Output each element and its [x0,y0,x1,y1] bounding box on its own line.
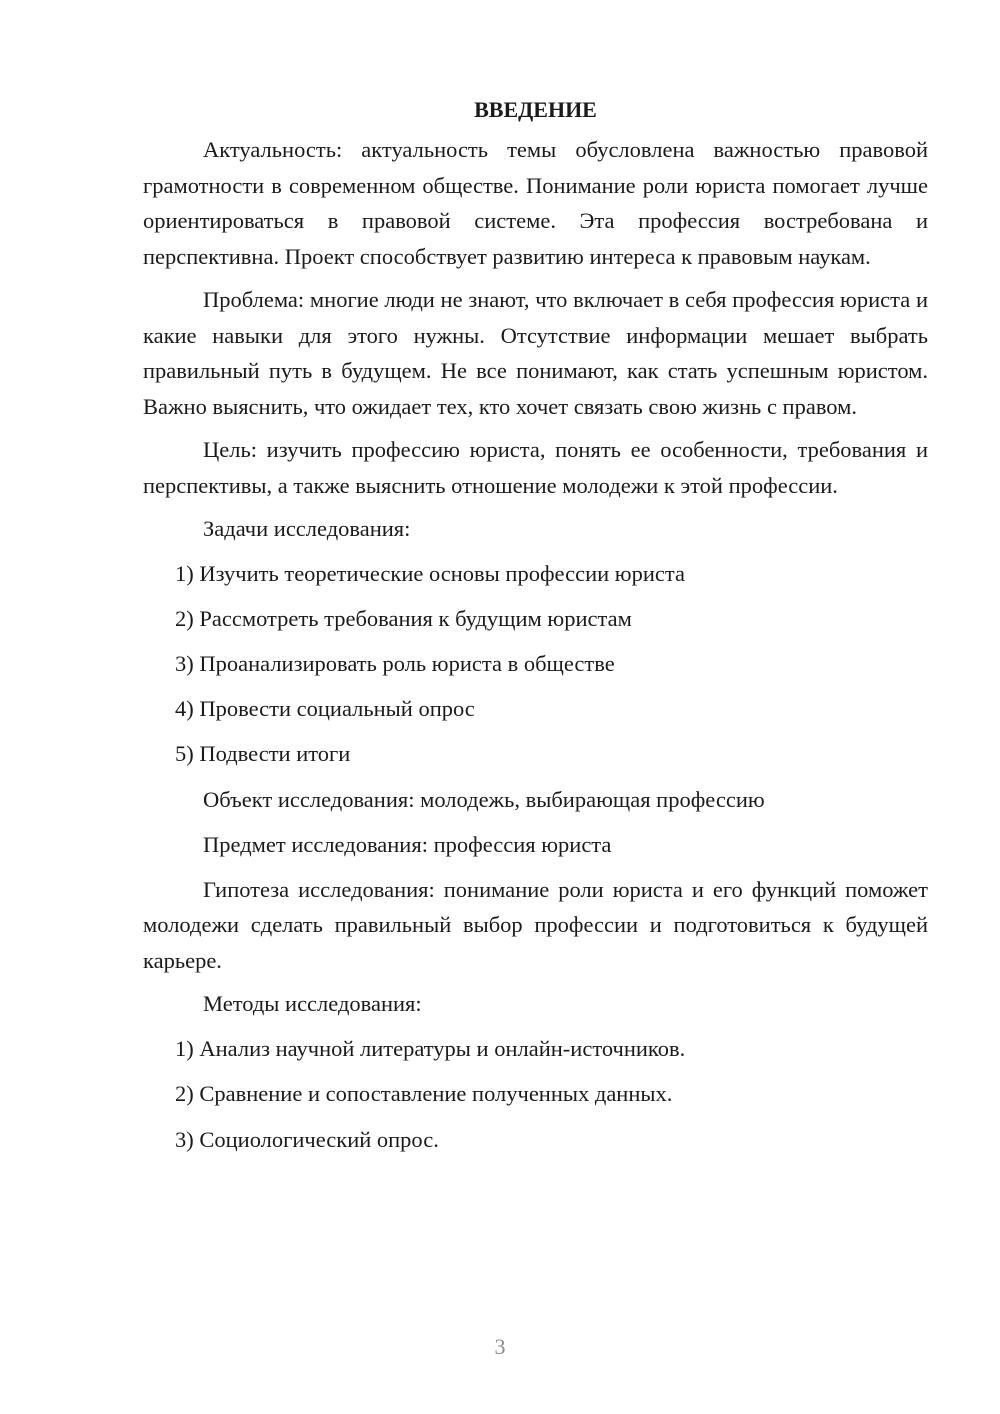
problem-paragraph: Проблема: многие люди не знают, что включает в себя профессия юриста и какие навыки для этого нужны. Отсутствие информации мешает выбрать правильный путь в будущем. Не все понимают, как стать успешным юристом. Важно выяснить, что ожидает тех, кто хочет связать свою жизнь с правом. [143,287,928,419]
list-item: 2) Сравнение и сопоставление полученных данных. [175,1081,673,1107]
methods-list [143,1031,928,1157]
goal-paragraph: Цель: изучить профессию юриста, понять ее особенности, требования и перспективы, а также выяснить отношение молодежи к этой профессии. [143,437,928,498]
list-item: 3) Проанализировать роль юриста в обществе [175,651,615,677]
subject-line: Предмет исследования: профессия юриста [203,831,612,857]
list-item: 2) Рассмотреть требования к будущим юристам [175,606,632,632]
list-item: 3) Социологический опрос. [175,1126,439,1152]
page-number: 3 [494,1334,506,1359]
list-item: 5) Подвести итоги [175,741,351,767]
page-content [143,92,928,1167]
object-line: Объект исследования: молодежь, выбирающая профессию [203,786,765,812]
relevance-paragraph: Актуальность: актуальность темы обусловлена важностью правовой грамотности в современном обществе. Понимание роли юриста помогает лучше ориентироваться в правовой системе. Эта профессия востребована и перспективна. Проект способствует развитию интереса к правовым наукам. [143,137,928,269]
page-title: ВВЕДЕНИЕ [474,97,597,122]
tasks-heading: Задачи исследования: [203,516,411,541]
list-item: 1) Изучить теоретические основы профессии юриста [175,561,685,587]
list-item: 4) Провести социальный опрос [175,696,475,722]
tasks-list [143,556,928,772]
methods-heading: Методы исследования: [203,991,422,1017]
hypothesis-paragraph: Гипотеза исследования: понимание роли юриста и его функций поможет молодежи сделать правильный выбор профессии и подготовиться к будущей карьере. [143,876,928,973]
list-item: 1) Анализ научной литературы и онлайн-источников. [175,1036,686,1062]
